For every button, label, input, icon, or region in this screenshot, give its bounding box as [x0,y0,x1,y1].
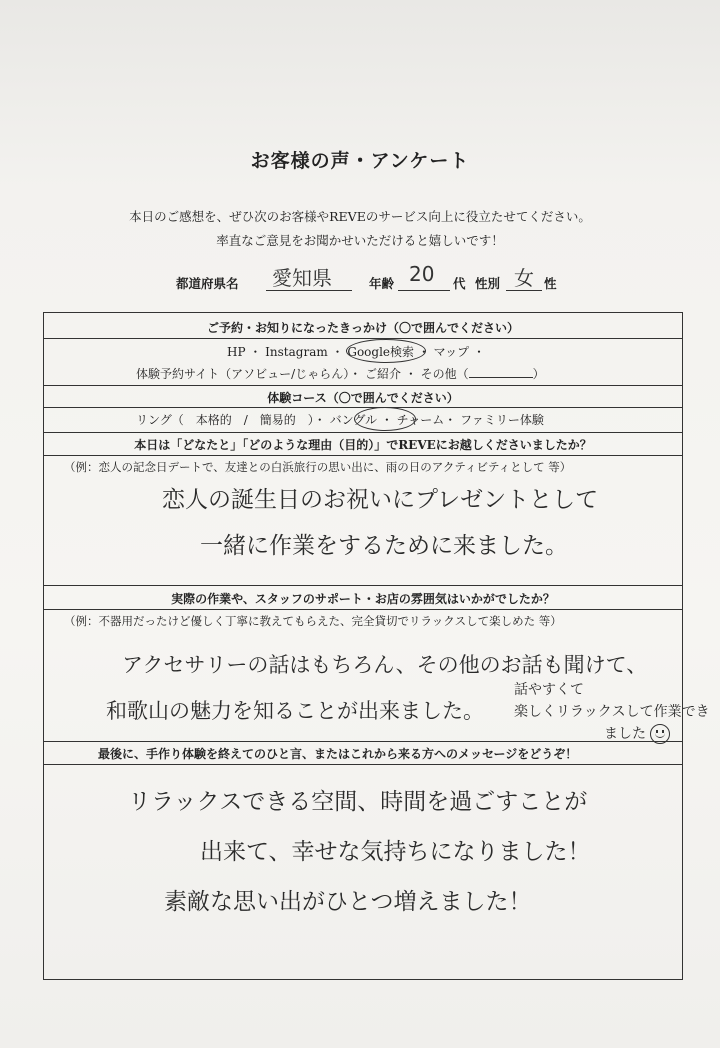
q3-answer-line1: 恋人の誕生日のお祝いにプレゼントとして [162,487,599,513]
divider [44,764,682,765]
q1-header: ご予約・お知りになったきっかけ（〇で囲んでください） [206,321,519,335]
age-label: 年齢 [369,276,395,291]
q4-side-line2: 楽しくリラックスして作業でき [514,704,710,720]
q4-example: （例：不器用だったけど優しく丁寧に教えてもらえた、完全貸切でリラックスして楽しめた 等） [64,614,562,628]
age-unit: 代 [453,276,466,291]
q4-side-line1: 話やすくて [514,682,584,698]
divider [44,741,682,742]
q3-answer-line2: 一緒に作業をするために来ました。 [200,533,568,559]
q4-side-line3: ました [604,723,670,744]
divider [44,385,682,386]
prefecture-value: 愛知県 [272,266,332,290]
q1-selected-circle [346,339,426,363]
q5-answer-line3: 素敵な思い出がひとつ増えました！ [164,889,532,915]
divider [44,432,682,433]
page-title: お客様の声・アンケート [250,150,470,172]
divider [44,338,682,339]
divider [44,585,682,586]
q2-header: 体験コース（〇で囲んでください） [267,391,459,405]
prefecture-label: 都道府県名 [176,276,239,291]
intro-line-1: 本日のご感想を、ぜひ次のお客様やREVEのサービス向上に役立たせてください。 [129,209,591,224]
intro-line-2: 率直なご意見をお聞かせいただけると嬉しいです！ [216,233,504,248]
sex-line [506,290,542,291]
divider [44,455,682,456]
divider [44,609,682,610]
q2-options: リング（ 本格的 / 簡易的 ）・ バングル ・ チャーム・ ファミリー体験 [136,413,544,427]
q5-answer-line1: リラックスできる空間、時間を過ごすことが [128,789,588,815]
sex-label: 性別 [475,276,501,291]
prefecture-line [266,290,352,291]
q5-answer-line2: 出来て、幸せな気持ちになりました！ [200,839,591,865]
profile-row [176,262,576,292]
sex-value: 女 [514,266,534,290]
q5-header: 最後に、手作り体験を終えてのひと言、またはこれから来る方へのメッセージをどうぞ！ [98,747,578,761]
q4-answer-line2: 和歌山の魅力を知ることが出来ました。 [106,699,484,723]
q2-selected-circle [354,407,416,431]
q1-options-line1: HP ・ Instagram ・ Google検索 ・ マップ ・ [227,345,485,359]
survey-form [43,312,710,980]
q1-options-line2: 体験予約サイト（アソビュー/じゃらん）・ ご紹介 ・ その他（ ） [136,367,545,381]
q3-example: （例：恋人の記念日デートで、友達との白浜旅行の思い出に、雨の日のアクティビティとして 等） [64,460,572,474]
q3-header: 本日は「どなたと」「どのような理由（目的）」でREVEにお越しくださいましたか？ [134,438,592,452]
age-value: 20 [409,262,435,286]
q4-answer-line1: アクセサリーの話はもちろん、その他のお話も聞けて、 [122,653,648,677]
divider [44,407,682,408]
sex-unit: 性 [544,276,557,291]
age-line [398,290,450,291]
q4-header: 実際の作業や、スタッフのサポート・お店の雰囲気はいかがでしたか？ [171,592,555,606]
